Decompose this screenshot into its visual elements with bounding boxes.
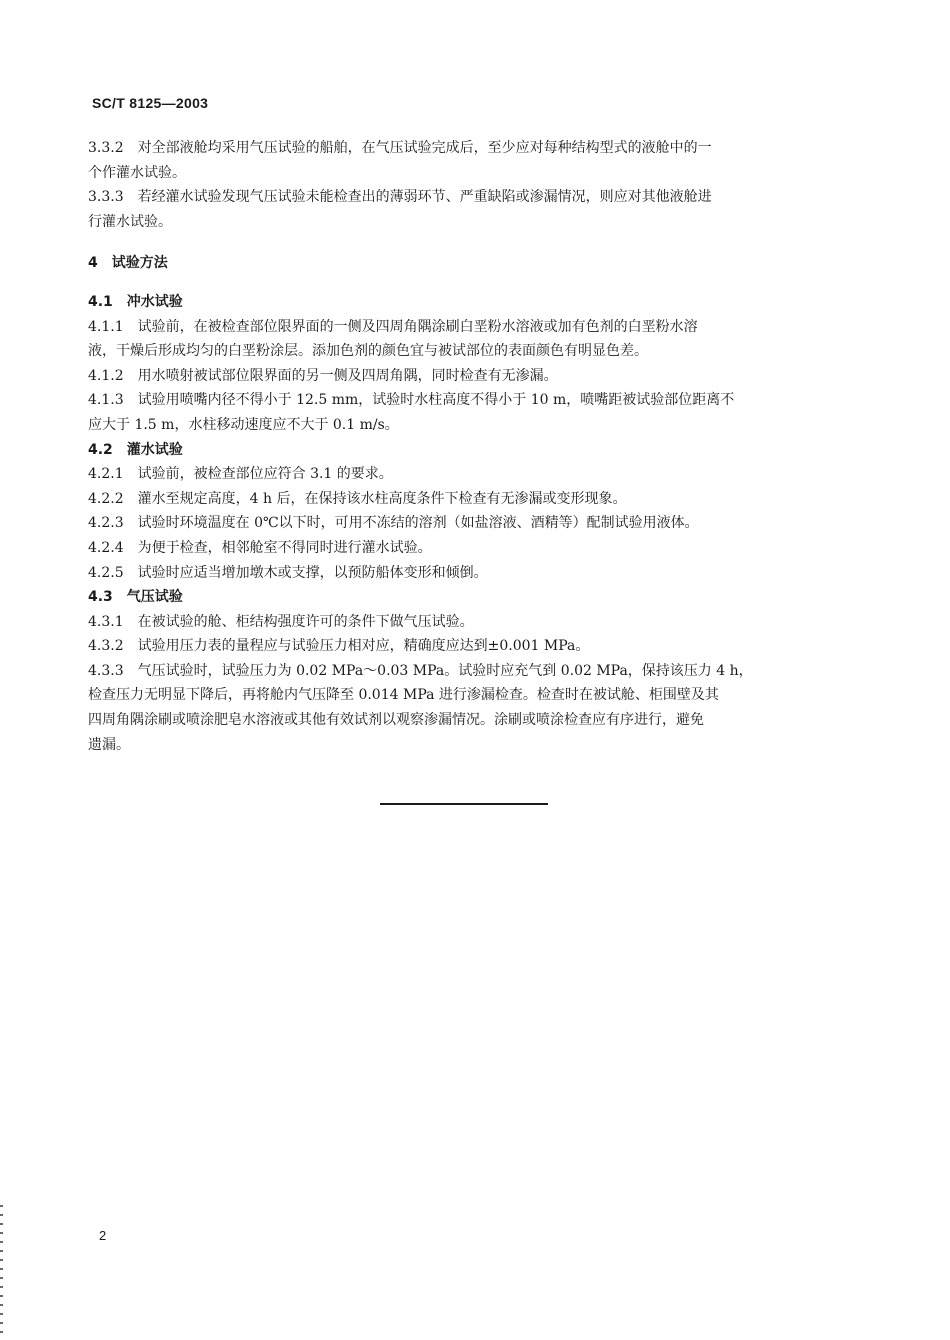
clause-4-3-3-line-2: 检查压力无明显下降后，再将舱内气压降至 0.014 MPa 进行渗漏检查。检查时在被试舱、柜围壁及其 <box>88 687 719 704</box>
clause-3-3-2-line-2: 个作灌水试验。 <box>88 164 186 181</box>
clause-4-3-3-line-4: 遗漏。 <box>88 736 130 753</box>
clause-4-1-1-line-1: 4.1.1 试验前，在被检查部位限界面的一侧及四周角隅涂刷白垩粉水溶液或加有色剂的白垩粉水溶 <box>88 318 698 335</box>
scan-margin-marks <box>0 1205 3 1340</box>
clause-3-3-3-line-2: 行灌水试验。 <box>88 213 172 230</box>
end-of-text-rule <box>380 803 548 805</box>
clause-4-3-3-line-3: 四周角隅涂刷或喷涂肥皂水溶液或其他有效试剂以观察渗漏情况。涂刷或喷涂检查应有序进行，避免 <box>88 712 704 729</box>
clause-4-1-3-line-1: 4.1.3 试验用喷嘴内径不得小于 12.5 mm，试验时水柱高度不得小于 10 m，喷嘴距被试验部位距离不 <box>88 392 735 409</box>
document-header: SC/T 8125—2003 <box>92 95 209 111</box>
document-body <box>88 136 840 757</box>
clause-4-2-5: 4.2.5 试验时应适当增加墩木或支撑，以预防船体变形和倾倒。 <box>88 564 488 581</box>
section-4-heading: 4 试验方法 <box>88 255 168 272</box>
page-number: 2 <box>99 1228 107 1243</box>
clause-4-1-1-line-2: 液，干燥后形成均匀的白垩粉涂层。添加色剂的颜色宜与被试部位的表面颜色有明显色差。 <box>88 343 648 360</box>
clause-4-2-4: 4.2.4 为便于检查，相邻舱室不得同时进行灌水试验。 <box>88 539 432 556</box>
clause-4-2-2: 4.2.2 灌水至规定高度，4 h 后，在保持该水柱高度条件下检查有无渗漏或变形现象。 <box>88 490 627 507</box>
clause-4-1-3-line-2: 应大于 1.5 m，水柱移动速度应不大于 0.1 m/s。 <box>88 416 399 433</box>
clause-4-3-3-line-1: 4.3.3 气压试验时，试验压力为 0.02 MPa～0.03 MPa。试验时应充气到 0.02 MPa，保持该压力 4 h， <box>88 662 753 679</box>
clause-3-3-3-line-1: 3.3.3 若经灌水试验发现气压试验未能检查出的薄弱环节、严重缺陷或渗漏情况，则应对其他液舱进 <box>88 189 712 206</box>
clause-4-2-1: 4.2.1 试验前，被检查部位应符合 3.1 的要求。 <box>88 466 393 483</box>
section-4-2-heading: 4.2 灌水试验 <box>88 441 183 458</box>
clause-4-1-2: 4.1.2 用水喷射被试部位限界面的另一侧及四周角隅，同时检查有无渗漏。 <box>88 367 558 384</box>
clause-4-2-3: 4.2.3 试验时环境温度在 0℃以下时，可用不冻结的溶剂（如盐溶液、酒精等）配制试验用液体。 <box>88 515 699 532</box>
clause-4-3-1: 4.3.1 在被试验的舱、柜结构强度许可的条件下做气压试验。 <box>88 613 474 630</box>
section-4-1-heading: 4.1 冲水试验 <box>88 293 183 310</box>
clause-3-3-2-line-1: 3.3.2 对全部液舱均采用气压试验的船舶，在气压试验完成后，至少应对每种结构型式的液舱中的一 <box>88 140 712 156</box>
clause-4-3-2: 4.3.2 试验用压力表的量程应与试验压力相对应，精确度应达到±0.001 MPa。 <box>88 638 590 655</box>
section-4-3-heading: 4.3 气压试验 <box>88 589 183 606</box>
